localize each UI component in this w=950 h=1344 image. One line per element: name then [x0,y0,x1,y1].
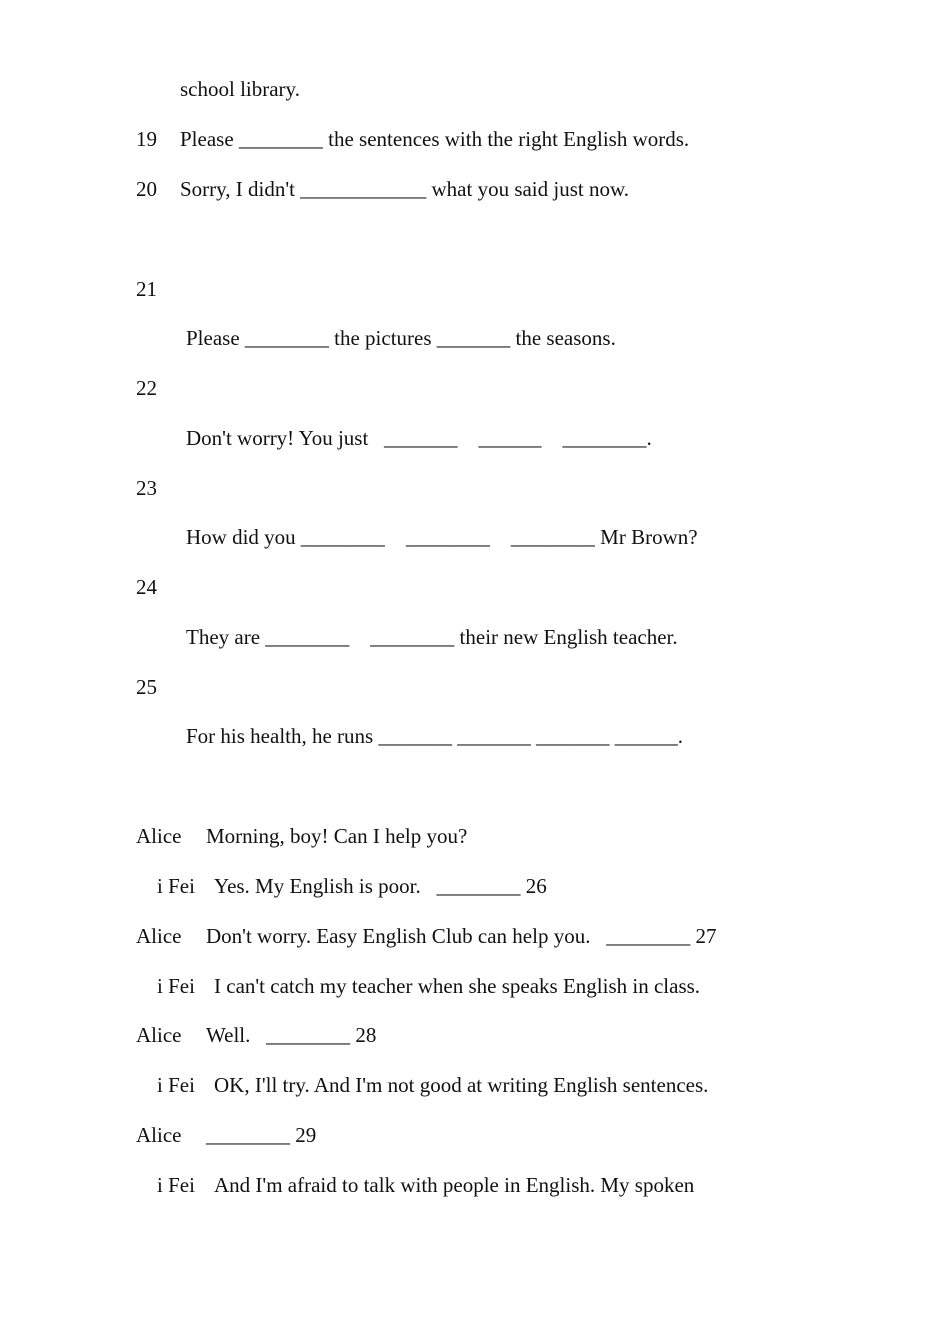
dialogue-line: Don't worry. Easy English Club can help you. ________ 27 [206,924,717,948]
dialogue-line: ________ 29 [206,1123,317,1147]
item-number-20: 20 [136,177,157,201]
dialogue-speaker: Alice [136,924,182,948]
item-number-22: 22 [136,376,157,400]
item-text-21: Please ________ the pictures _______ the seasons. [186,326,616,350]
item-number-25: 25 [136,675,157,699]
dialogue-speaker: Alice [136,1123,182,1147]
item-text-19: Please ________ the sentences with the right English words. [180,127,690,151]
dialogue-speaker: Alice [136,824,182,848]
dialogue-speaker: i Fei [157,1073,195,1097]
item-text-23: How did you ________ ________ ________ Mr Brown? [186,525,698,549]
item-text-24: They are ________ ________ their new English teacher. [186,625,678,649]
dialogue-speaker: i Fei [157,974,195,998]
dialogue-line: Yes. My English is poor. ________ 26 [214,874,547,898]
dialogue-line: I can't catch my teacher when she speaks English in class. [214,974,701,998]
item-text-25: For his health, he runs _______ _______ _______ ______. [186,724,683,748]
dialogue-line: And I'm afraid to talk with people in English. My spoken [214,1173,695,1197]
dialogue-speaker: Alice [136,1023,182,1047]
dialogue-line: OK, I'll try. And I'm not good at writing English sentences. [214,1073,709,1097]
dialogue-speaker: i Fei [157,874,195,898]
item-text-20: Sorry, I didn't ____________ what you said just now. [180,177,630,201]
item-text-22: Don't worry! You just _______ ______ ________. [186,426,652,450]
dialogue-line: Morning, boy! Can I help you? [206,824,468,848]
dialogue-line: Well. ________ 28 [206,1023,377,1047]
item-number-24: 24 [136,575,157,599]
dialogue-speaker: i Fei [157,1173,195,1197]
item-number-19: 19 [136,127,157,151]
item-number-23: 23 [136,476,157,500]
continuation-text: school library. [180,77,300,101]
item-number-21: 21 [136,277,157,301]
